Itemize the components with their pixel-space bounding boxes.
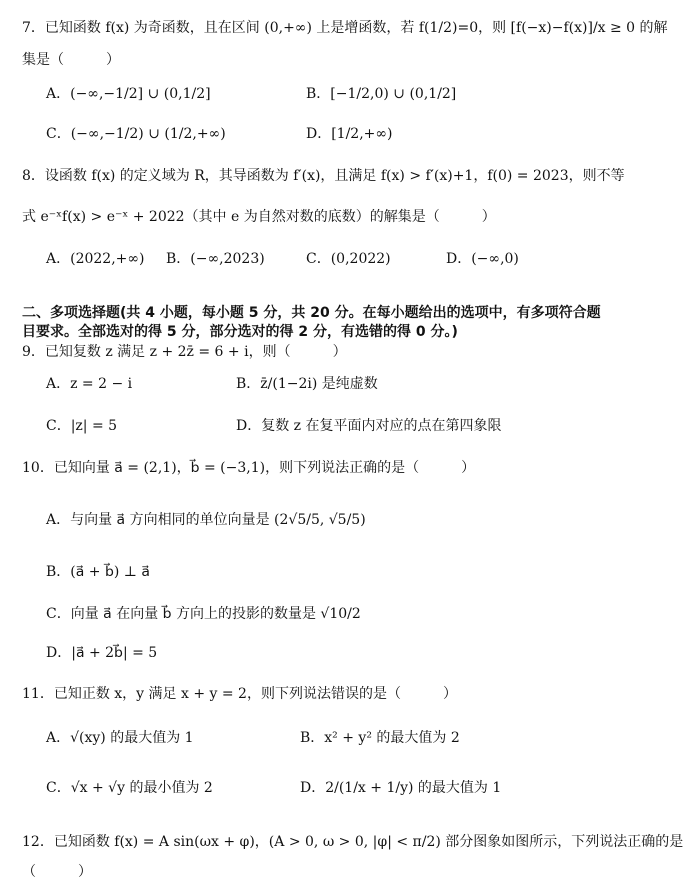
q7-option-d: D．[1/2,+∞) [306, 126, 393, 142]
q7-option-a: A．(−∞,−1/2] ∪ (0,1/2] [46, 86, 211, 102]
q9-option-d: D．复数 z 在复平面内对应的点在第四象限 [236, 418, 502, 434]
q11-option-b: B．x² + y² 的最大值为 2 [300, 730, 460, 746]
q10-stem: 10．已知向量 a⃗ = (2,1)，b⃗ = (−3,1)，则下列说法正确的是（ ） [22, 460, 476, 476]
q11-option-c: C．√x + √y 的最小值为 2 [46, 780, 213, 796]
q7-stem-line2: 集是（ ） [22, 52, 120, 68]
q9-option-a: A．z = 2 − i [46, 376, 133, 392]
q8-stem-line1: 8．设函数 f(x) 的定义域为 R，其导函数为 f′(x)，且满足 f(x) > f′(x)+1，f(0) = 2023，则不等 [22, 168, 625, 184]
q8-option-d: D．(−∞,0) [446, 251, 519, 267]
q12-paren: （ ） [22, 864, 92, 880]
q12-stem: 12．已知函数 f(x) = A sin(ωx + φ)，(A > 0, ω > 0, |φ| < π/2) 部分图象如图所示，下列说法正确的是 [22, 834, 684, 850]
q8-option-a: A．(2022,+∞) [46, 251, 145, 267]
section2-header-line2: 目要求。全部选对的得 5 分，部分选对的得 2 分，有选错的得 0 分。) [22, 324, 458, 340]
q10-option-c: C．向量 a⃗ 在向量 b⃗ 方向上的投影的数量是 √10/2 [46, 606, 361, 622]
q9-stem: 9．已知复数 z 满足 z + 2z̄ = 6 + i，则（ ） [22, 344, 347, 360]
q10-option-d: D．|a⃗ + 2b⃗| = 5 [46, 645, 158, 661]
q10-option-b: B．(a⃗ + b⃗) ⊥ a⃗ [46, 564, 150, 580]
q8-option-b: B．(−∞,2023) [166, 251, 265, 267]
q8-stem-line2: 式 e⁻ˣf(x) > e⁻ˣ + 2022（其中 e 为自然对数的底数）的解集是（ ） [22, 209, 496, 225]
q11-option-d: D．2/(1/x + 1/y) 的最大值为 1 [300, 780, 502, 796]
q11-stem: 11．已知正数 x，y 满足 x + y = 2，则下列说法错误的是（ ） [22, 686, 457, 702]
q9-option-b: B．z̄/(1−2i) 是纯虚数 [236, 376, 378, 392]
q7-option-c: C．(−∞,−1/2) ∪ (1/2,+∞) [46, 126, 226, 142]
q8-option-c: C．(0,2022) [306, 251, 391, 267]
q7-option-b: B．[−1/2,0) ∪ (0,1/2] [306, 86, 457, 102]
q7-stem-line1: 7．已知函数 f(x) 为奇函数，且在区间 (0,+∞) 上是增函数，若 f(1/2)=0，则 [f(−x)−f(x)]/x ≥ 0 的解 [22, 20, 668, 36]
q11-option-a: A．√(xy) 的最大值为 1 [46, 730, 194, 746]
q9-option-c: C．|z| = 5 [46, 418, 118, 434]
q10-option-a: A．与向量 a⃗ 方向相同的单位向量是 (2√5/5, √5/5) [46, 512, 366, 528]
section2-header-line1: 二、多项选择题(共 4 小题，每小题 5 分，共 20 分。在每小题给出的选项中，有多项符合题 [22, 305, 601, 321]
